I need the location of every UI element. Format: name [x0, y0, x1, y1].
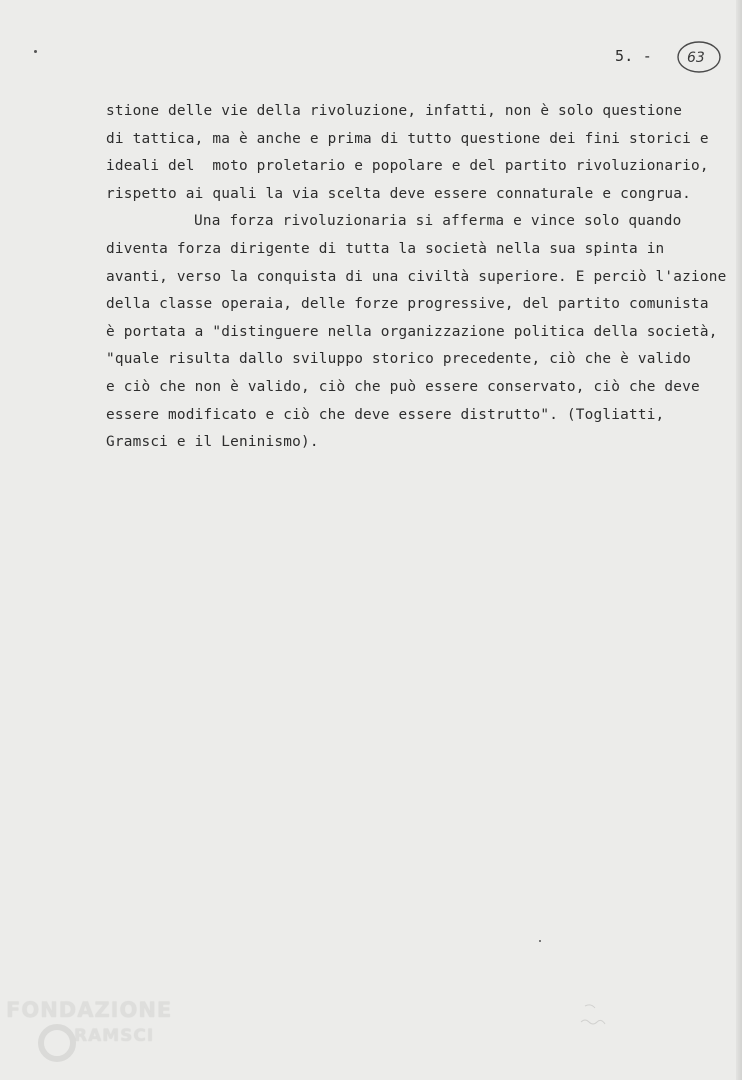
pencil-annotation: [575, 1000, 615, 1032]
text-line: e ciò che non è valido, ciò che può essere conservato, ciò che deve: [106, 378, 700, 395]
text-line: rispetto ai quali la via scelta deve essere connaturale e congrua.: [106, 185, 692, 202]
text-line: "quale risulta dallo sviluppo storico precedente, ciò che è valido: [106, 351, 692, 368]
text-line: Gramsci e il Leninismo).: [106, 434, 319, 451]
text-line: è portata a "distinguere nella organizzazione politica della società,: [106, 323, 718, 340]
text-line: avanti, verso la conquista di una civiltà superiore. E perciò l'azione: [106, 268, 727, 285]
speck-mark: [34, 50, 37, 53]
text-line: ideali del moto proletario e popolare e del partito rivoluzionario,: [106, 158, 709, 175]
watermark-g-icon: [36, 1022, 78, 1064]
watermark-line1: FONDAZIONE: [6, 998, 173, 1022]
speck-mark: [539, 940, 541, 942]
paragraph-first-line: Una forza rivoluzionaria si afferma e vince solo quando: [194, 213, 682, 230]
page-number: 5. -: [615, 47, 652, 65]
body-text: [106, 98, 742, 457]
text-line: della classe operaia, delle forze progressive, del partito comunista: [106, 296, 709, 313]
text-line: stione delle vie della rivoluzione, infatti, non è solo questione: [106, 103, 683, 119]
folio-stamp-number: 63: [687, 50, 705, 66]
text-line: essere modificato e ciò che deve essere distrutto". (Togliatti,: [106, 406, 665, 423]
archive-watermark: [0, 996, 200, 1080]
text-line: diventa forza dirigente di tutta la società nella sua spinta in: [106, 240, 665, 257]
watermark-line2: RAMSCI: [74, 1026, 155, 1046]
text-line: di tattica, ma è anche e prima di tutto questione dei fini storici e: [106, 130, 709, 147]
folio-stamp: [676, 40, 722, 74]
